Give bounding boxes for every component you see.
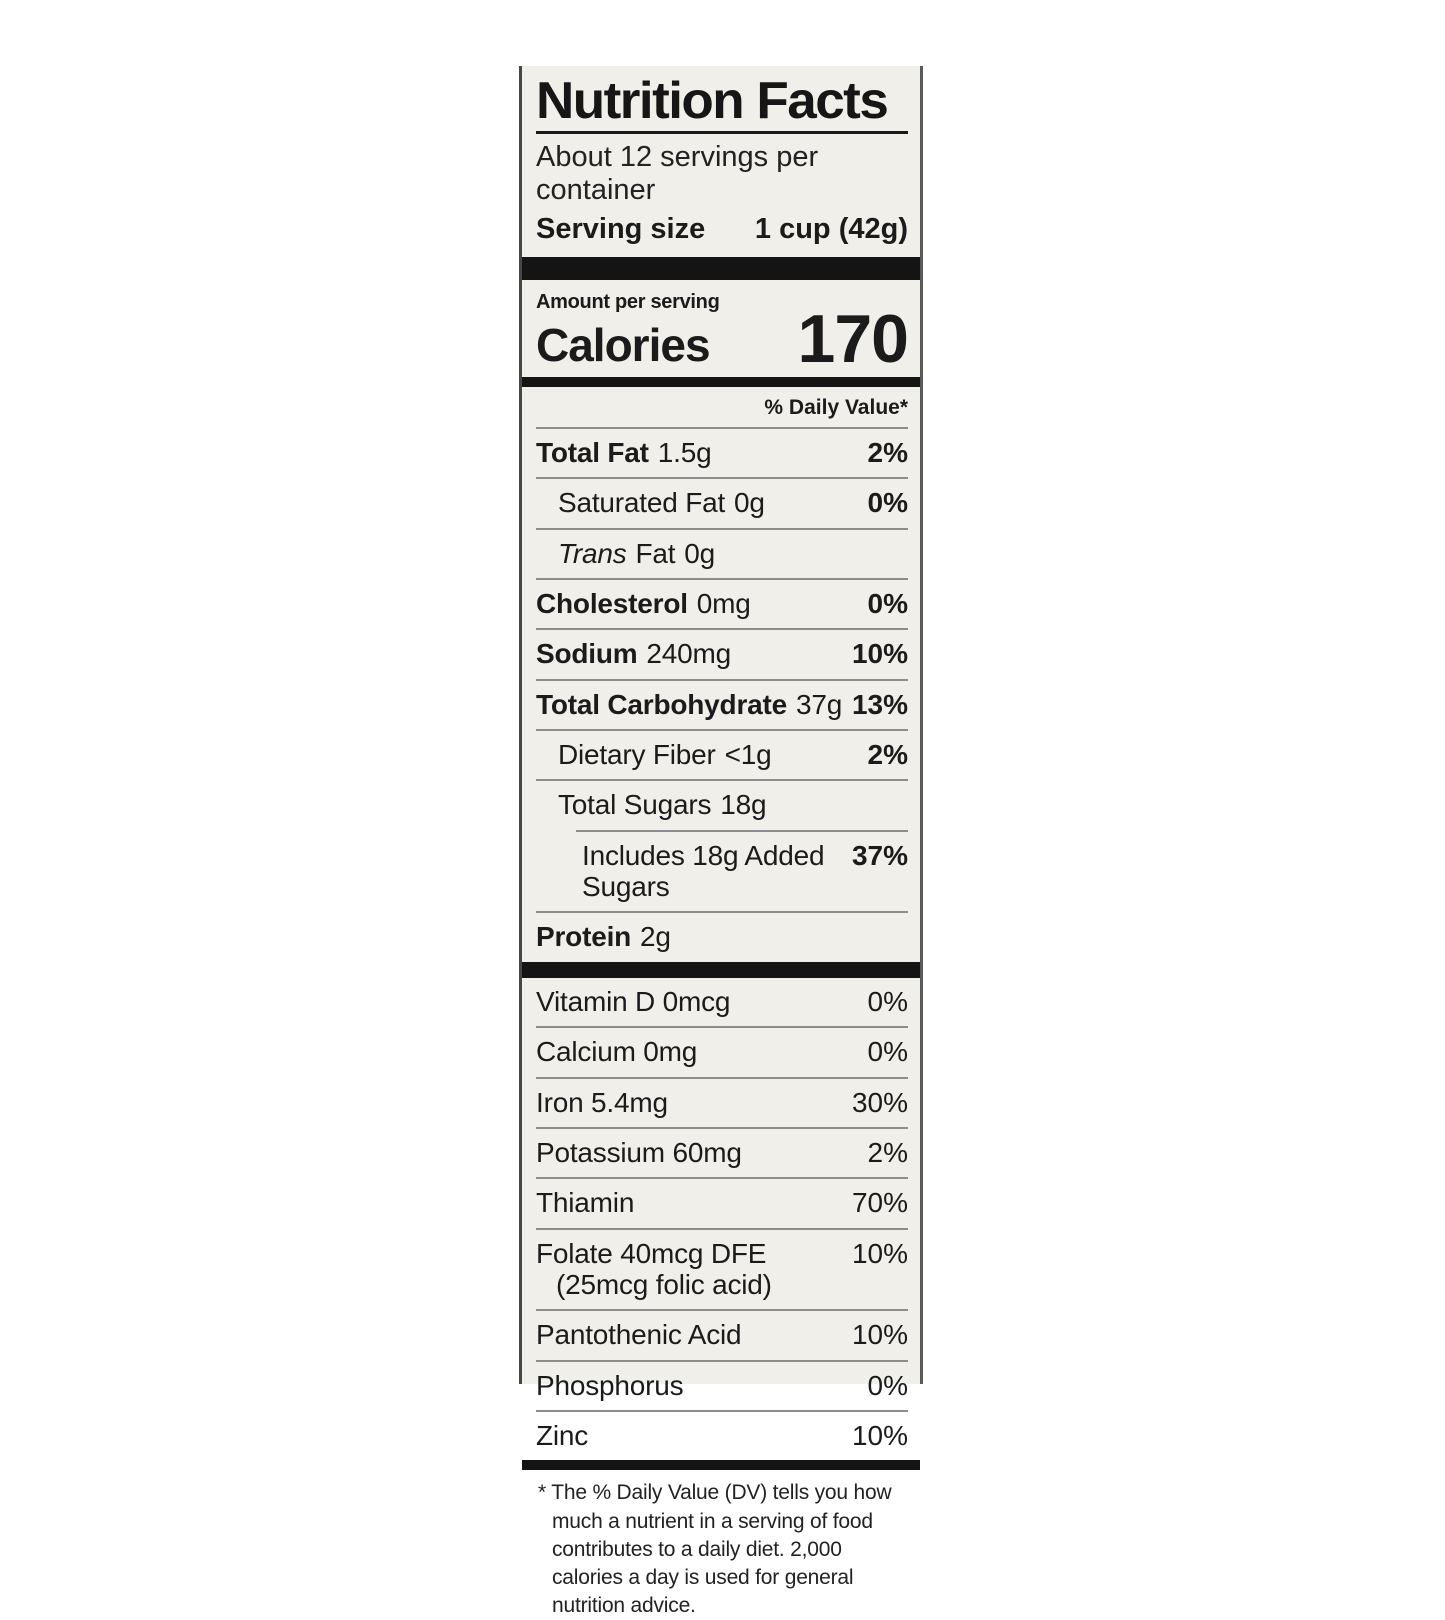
nutrient-name: Protein 2g — [536, 921, 671, 953]
micro-row-phosphorus — [536, 1362, 908, 1410]
micro-dv: 70% — [851, 1187, 908, 1219]
micro-dv: 0% — [867, 1036, 908, 1068]
micro-dv: 30% — [851, 1086, 908, 1118]
nutrient-name: Total Fat 1.5g — [536, 436, 712, 468]
micro-row-zinc — [536, 1412, 908, 1460]
nutrient-dv: 0% — [867, 587, 908, 619]
micro-name: Thiamin — [536, 1187, 635, 1219]
nutrient-row-total-fat — [536, 429, 908, 477]
nutrient-name: Total Carbohydrate 37g — [536, 688, 843, 720]
nutrient-name: Total Sugars 18g — [558, 789, 767, 821]
nutrient-row-trans-fat — [536, 530, 908, 578]
serving-size-value: 1 cup (42g) — [754, 213, 908, 246]
servings-per-container: About 12 servings per container — [536, 141, 819, 207]
serving-size-label: Serving size — [536, 213, 706, 246]
nutrient-name: Cholesterol 0mg — [536, 587, 751, 619]
amount-per-serving-label: Amount per serving — [536, 291, 720, 314]
nutrient-row-cholesterol — [536, 580, 908, 628]
nutrient-row-dietary-fiber — [536, 731, 908, 779]
nutrient-dv: 13% — [851, 688, 908, 720]
daily-value-footnote: * The % Daily Value (DV) tells you how much a nutrient in a serving of food contributes to a daily diet. 2,000 calories a day is used for general nutrition advice. — [538, 1481, 892, 1617]
nutrient-row-added-sugars — [536, 832, 908, 912]
micro-name: Phosphorus — [536, 1369, 684, 1401]
micro-row-pantothenic-acid — [536, 1311, 908, 1359]
nutrient-row-protein — [536, 913, 908, 961]
micro-name: Pantothenic Acid — [536, 1319, 742, 1351]
nutrient-dv: 37% — [851, 839, 908, 871]
label-title: Nutrition Facts — [536, 72, 888, 130]
micro-row-folate — [536, 1230, 908, 1310]
micro-dv: 10% — [851, 1237, 908, 1269]
micro-name: Calcium 0mg — [536, 1036, 698, 1068]
micro-name: Iron 5.4mg — [536, 1086, 668, 1118]
nutrient-dv: 0% — [867, 487, 908, 519]
nutrient-name: Saturated Fat 0g — [558, 487, 765, 519]
nutrient-row-saturated-fat — [536, 479, 908, 527]
calories-value: 170 — [797, 301, 908, 378]
nutrient-row-sodium — [536, 630, 908, 678]
micro-name: Folate 40mcg DFE (25mcg folic acid) — [536, 1237, 772, 1300]
medium-divider-footnote — [522, 1460, 920, 1470]
nutrient-name: Includes 18g Added Sugars — [582, 839, 825, 903]
nutrient-name: Sodium 240mg — [536, 638, 732, 670]
micro-name: Zinc — [536, 1420, 589, 1452]
daily-value-header: % Daily Value* — [764, 395, 908, 419]
thick-divider-protein — [522, 962, 920, 978]
nutrient-row-total-sugars — [536, 781, 908, 829]
micro-dv: 10% — [851, 1319, 908, 1351]
micro-name: Potassium 60mg — [536, 1136, 742, 1168]
micro-row-vitamin-d — [536, 978, 908, 1026]
micro-dv: 0% — [867, 1369, 908, 1401]
micro-dv: 2% — [867, 1136, 908, 1168]
thick-divider-top — [522, 257, 920, 280]
nutrient-dv: 2% — [867, 738, 908, 770]
micro-dv: 10% — [851, 1420, 908, 1452]
serving-size-row — [536, 209, 908, 257]
calories-label: Calories — [536, 318, 710, 371]
nutrient-name: Trans Fat 0g — [558, 537, 716, 569]
micro-name: Vitamin D 0mcg — [536, 985, 731, 1017]
micro-dv: 0% — [867, 985, 908, 1017]
nutrient-name: Dietary Fiber <1g — [558, 738, 772, 770]
nutrition-facts-label — [519, 66, 923, 1617]
medium-divider-calories — [522, 377, 920, 387]
nutrient-row-total-carbohydrate — [536, 681, 908, 729]
micro-row-potassium — [536, 1129, 908, 1177]
micro-row-calcium — [536, 1028, 908, 1076]
micro-row-thiamin — [536, 1179, 908, 1227]
micro-row-iron — [536, 1079, 908, 1127]
nutrient-dv: 10% — [851, 638, 908, 670]
nutrient-dv: 2% — [867, 436, 908, 468]
